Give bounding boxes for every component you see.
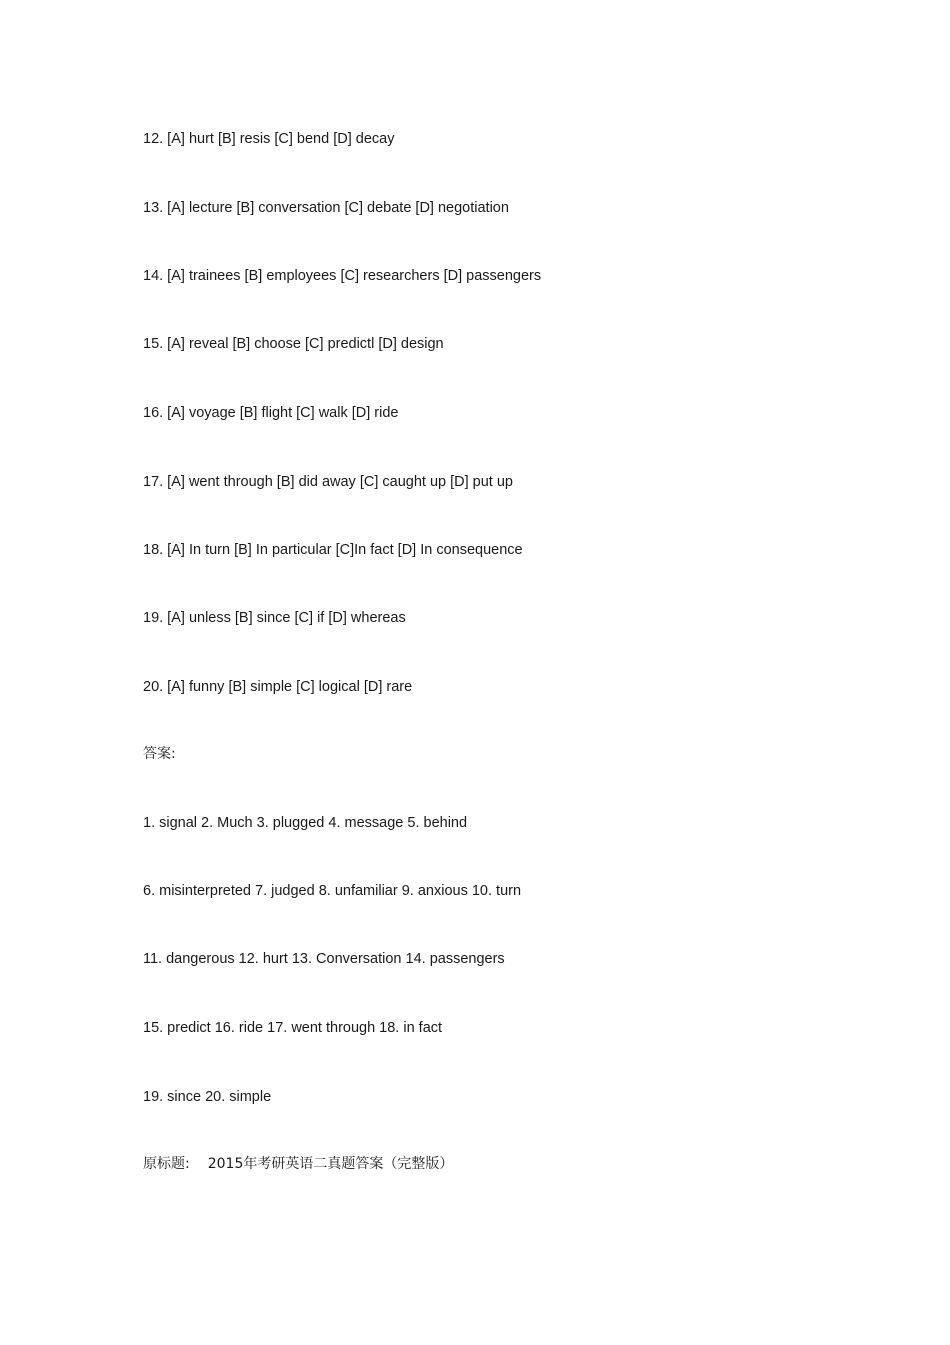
- source-title: 2015年考研英语二真题答案（完整版）: [207, 1156, 454, 1172]
- answer-heading: 答案:: [143, 746, 176, 762]
- answer-line-5: 19. since 20. simple: [143, 1089, 272, 1105]
- question-12: 12. [A] hurt [B] resis [C] bend [D] decay: [143, 131, 395, 147]
- question-20: 20. [A] funny [B] simple [C] logical [D] rare: [143, 679, 413, 695]
- answer-line-1: 1. signal 2. Much 3. plugged 4. message 5. behind: [143, 815, 468, 831]
- question-13: 13. [A] lecture [B] conversation [C] debate [D] negotiation: [143, 200, 509, 216]
- source-label: 原标题:: [143, 1156, 190, 1172]
- question-19: 19. [A] unless [B] since [C] if [D] whereas: [143, 610, 406, 626]
- answer-line-4: 15. predict 16. ride 17. went through 18. in fact: [143, 1020, 443, 1036]
- question-18: 18. [A] In turn [B] In particular [C]In fact [D] In consequence: [143, 542, 523, 558]
- question-14: 14. [A] trainees [B] employees [C] researchers [D] passengers: [143, 268, 542, 284]
- question-17: 17. [A] went through [B] did away [C] caught up [D] put up: [143, 474, 513, 490]
- answer-line-2: 6. misinterpreted 7. judged 8. unfamiliar 9. anxious 10. turn: [143, 883, 522, 899]
- question-15: 15. [A] reveal [B] choose [C] predictl [D] design: [143, 336, 444, 352]
- question-16: 16. [A] voyage [B] flight [C] walk [D] ride: [143, 405, 399, 421]
- source-line: [143, 1155, 453, 1173]
- answer-line-3: 11. dangerous 12. hurt 13. Conversation 14. passengers: [143, 951, 505, 967]
